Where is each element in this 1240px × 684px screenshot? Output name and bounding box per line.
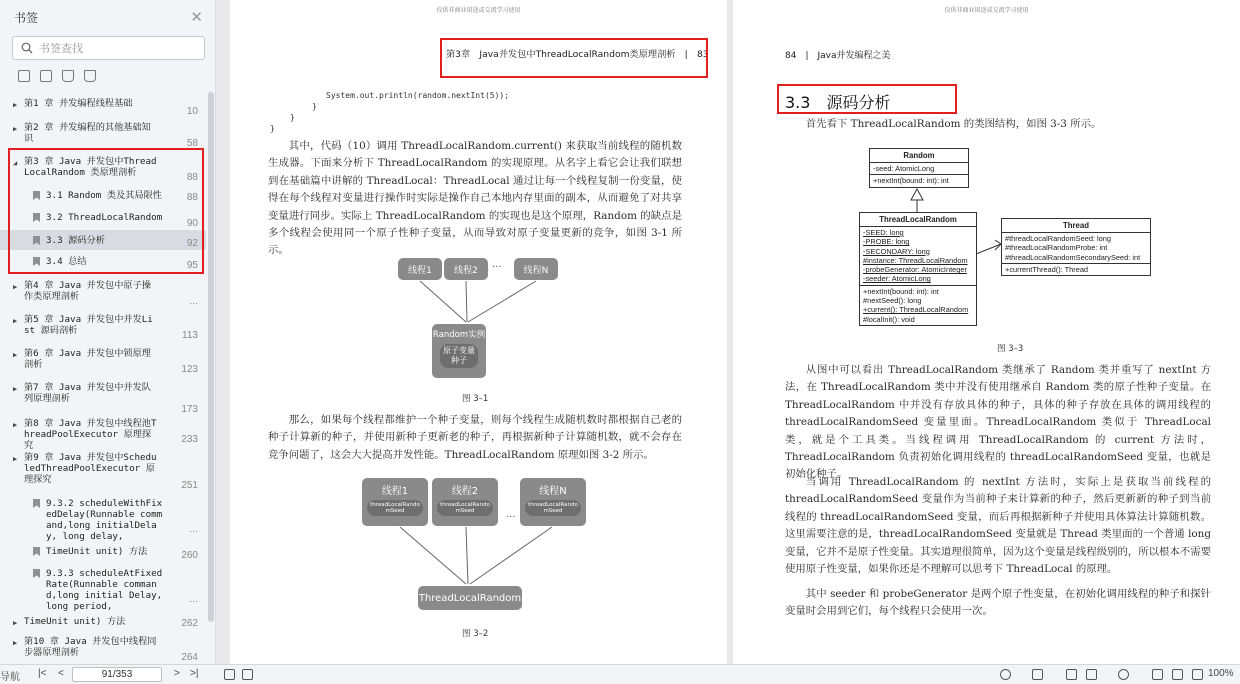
bookmark-page-number: ... [189, 296, 198, 307]
uml-field: #threadLocalRandomSeed: long [1005, 234, 1112, 243]
uml-field: #threadLocalRandomProbe: int [1005, 243, 1108, 253]
watermark: 仅供非商业用途或交流学习使用 [436, 7, 521, 14]
ellipsis: ··· [506, 512, 516, 523]
collapse-all-icon[interactable] [40, 70, 52, 82]
code-line: System.out.println(random.nextInt(5)); [326, 91, 510, 100]
bookmark-page-number: 173 [181, 404, 198, 415]
uml-class-threadlocalrandom [859, 212, 977, 326]
code-line: } [312, 102, 317, 111]
uml-method: +current(): ThreadLocalRandom [863, 305, 969, 315]
paragraph: 当调用 ThreadLocalRandom 的 nextInt 方法时，实际上是获取当前线程的 threadLocalRandomSeed 变量作为当前种子来计算新的种子，然后更新新的种子到当前线程的 threadLocalRandomSeed 变量，而后再根据新种子并使用具体算法计算随机数。这里需要注意的是，threadLocalRandomSeed 变量就是 Thread 类里面的一个普通 long 变量，它并不是原子性变量。其实道理很简单，因为这个变量是线程级别的，所以根本不需要使用原子性变量，如果你还是不理解可以思考下 ThreadLocal 的原理。 [785, 476, 1212, 576]
two-page-icon[interactable] [1066, 669, 1077, 680]
bookmark-label: 第6 章 Java 并发包中锁原理剖析 [24, 348, 151, 370]
uml-field: -seed: AtomicLong [870, 163, 968, 175]
bookmark-label: 9.3.3 scheduleAtFixedRate(Runnable command,long initial Delay,long period, [46, 568, 163, 612]
figure-arrows [230, 0, 727, 600]
bookmark-item[interactable] [0, 382, 206, 415]
bookmark-sidebar [0, 0, 216, 664]
section-heading: 3.3 源码分析 [785, 93, 891, 112]
expand-arrow-icon[interactable]: ▶ [13, 317, 18, 325]
bookmark-page-number: 10 [186, 106, 198, 117]
expand-arrow-icon[interactable]: ▶ [13, 619, 18, 627]
bookmark-item[interactable] [0, 568, 206, 612]
bookmark-label: 3.4 总结 [46, 256, 87, 267]
figure-caption: 图 3–1 [462, 394, 489, 404]
bookmark-label: 3.2 ThreadLocalRandom [46, 212, 163, 223]
bookmark-icon [33, 499, 40, 508]
bookmark-label: 第1 章 并发编程线程基础 [24, 98, 133, 109]
code-line: } [270, 124, 275, 133]
ellipsis: ··· [492, 262, 502, 273]
bookmark-page-number: 251 [181, 480, 198, 491]
uml-connectors [733, 0, 1240, 340]
fit-width-icon[interactable] [242, 669, 253, 680]
bookmark-page-number: 264 [181, 652, 198, 663]
uml-field: -seeder: AtomicLong [863, 274, 931, 284]
bookmark-label: 第2 章 并发编程的其他基础知识 [24, 122, 151, 144]
bookmark-outline-icon[interactable] [84, 70, 96, 82]
bookmark-icon [33, 569, 40, 578]
expand-arrow-icon[interactable]: ▶ [13, 455, 18, 463]
sidebar-header [0, 0, 215, 34]
bookmark-page-number: 262 [181, 618, 198, 629]
fit-page-icon[interactable] [224, 669, 235, 680]
bookmark-label: 第3 章 Java 并发包中ThreadLocalRandom 类原理剖析 [24, 156, 157, 178]
highlight-box [8, 148, 204, 274]
nav-label: 导航 [0, 672, 20, 683]
seed-label: 原子变量种子 [440, 344, 478, 368]
bookmark-item[interactable] [0, 98, 206, 120]
play-icon[interactable] [1118, 669, 1129, 680]
single-page-icon[interactable] [1032, 669, 1043, 680]
uml-field: #threadLocalRandomSecondarySeed: int [1005, 252, 1141, 262]
bookmark-label: 第7 章 Java 并发包中并发队列原理剖析 [24, 382, 151, 404]
bookmark-search-box[interactable] [12, 36, 205, 60]
thread-label: 线程1 [381, 486, 409, 497]
bookmark-label: 第8 章 Java 并发包中线程池ThreadPoolExecutor 原理探究 [24, 418, 157, 451]
paragraph: 那么，如果每个线程都维护一个种子变量，则每个线程生成随机数时都根据自己老的种子计算新的种子，并使用新种子更新老的种子，再根据新种子计算随机数，就不会存在竞争问题了，这会大大提高并发性能。ThreadLocalRandom 原理如图 3-2 所示。 [268, 414, 682, 461]
bookmark-label: TimeUnit unit) 方法 [46, 546, 148, 557]
bookmark-page-number: 95 [186, 260, 198, 271]
uml-method: #localInit(): void [863, 314, 915, 324]
expand-arrow-icon[interactable]: ▶ [13, 351, 18, 359]
zoom-icon[interactable] [1192, 669, 1203, 680]
bookmark-item[interactable] [0, 452, 206, 491]
crop-icon[interactable] [1172, 669, 1183, 680]
uml-method: #nextSeed(): long [863, 296, 922, 306]
uml-field: #instance: ThreadLocalRandom [863, 255, 968, 265]
bookmark-label: 3.3 源码分析 [46, 235, 105, 246]
bookmark-label: 第9 章 Java 并发包中ScheduledThreadPoolExecutor 原理探究 [24, 452, 157, 485]
search-icon [21, 42, 33, 54]
running-header: 84 | Java并发编程之美 [785, 51, 891, 61]
status-bar [0, 664, 1240, 684]
bookmark-item[interactable] [0, 544, 206, 564]
document-viewer [216, 0, 1240, 664]
expand-arrow-icon[interactable]: ◢ [13, 159, 18, 167]
code-line: } [290, 113, 295, 122]
bookmark-search-input[interactable] [39, 42, 189, 55]
uml-class-name: ThreadLocalRandom [860, 213, 976, 227]
bookmark-icon [33, 547, 40, 556]
watermark: 仅供非商业用途或交流学习使用 [944, 7, 1029, 14]
bookmark-label: 9.3.2 scheduleWithFixedDelay(Runnable command,long initialDelay, long delay, [46, 498, 163, 542]
uml-method: +nextInt(bound: int): int [873, 176, 949, 186]
bookmark-item[interactable] [0, 280, 206, 308]
seed-label: threadLocalRandomSeed [525, 500, 581, 516]
page-84 [733, 0, 1240, 664]
add-bookmark-icon[interactable] [62, 70, 74, 82]
uml-methods [860, 286, 976, 325]
thread-box: 线程2 [444, 258, 488, 280]
uml-class-random [869, 148, 969, 188]
expand-arrow-icon[interactable]: ▶ [13, 421, 18, 429]
bookmark-page-number: 58 [186, 138, 198, 149]
sidebar-toolbar [0, 60, 215, 94]
bookmark-label: TimeUnit unit) 方法 [24, 616, 126, 627]
bookmark-item[interactable] [0, 418, 206, 451]
expand-arrow-icon[interactable]: ▶ [13, 385, 18, 393]
uml-field: -probeGenerator: AtomicInteger [863, 265, 967, 275]
expand-arrow-icon[interactable]: ▶ [13, 283, 18, 291]
uml-field: -PROBE: long [863, 237, 910, 247]
uml-method: +currentThread(): Thread [1005, 264, 1089, 274]
bookmark-item[interactable] [0, 348, 206, 374]
figure-caption: 图 3–3 [997, 344, 1024, 354]
uml-fields [860, 227, 976, 286]
uml-class-name: Thread [1002, 219, 1150, 233]
uml-fields [1002, 233, 1150, 264]
eye-icon[interactable] [1000, 669, 1011, 680]
page-number-input[interactable]: 91/353 [72, 667, 162, 682]
bookmark-item[interactable] [0, 314, 206, 340]
bookmark-page-number: 92 [186, 238, 198, 249]
bookmark-item[interactable] [0, 498, 206, 542]
thread-label: 线程N [539, 486, 567, 497]
expand-arrow-icon[interactable]: ▶ [13, 125, 18, 133]
paragraph: 从图中可以看出 ThreadLocalRandom 类继承了 Random 类并重写了 nextInt 方法，在 ThreadLocalRandom 类中并没有使用继承自 Random 类的原子性种子变量。在 ThreadLocalRandom 中并没有存放具体的种子，具体的种子存放在具体的调用线程的 threadLocalRandomSeed 变量里面。ThreadLocalRandom 类似于 ThreadLocal 类，就是个工具类。当线程调用 ThreadLocalRandom 的 current 方法时，ThreadLocalRandom 负责初始化调用线程的 threadLocalRandomSeed 变量，也就是初始化种子。 [785, 364, 1211, 481]
figure-caption: 图 3–2 [462, 629, 489, 639]
seed-label: threadLocalRandomSeed [437, 500, 493, 516]
uml-class-name: Random [870, 149, 968, 163]
uml-method: +nextInt(bound: int): int [863, 286, 939, 296]
bookmark-page-number: 113 [182, 330, 198, 341]
sidebar-scrollbar[interactable] [208, 92, 214, 622]
expand-all-icon[interactable] [18, 70, 30, 82]
uml-field: -SEED: long [863, 228, 904, 237]
bookmark-item[interactable] [0, 614, 206, 634]
bookmark-label: 第4 章 Java 并发包中原子操作类原理剖析 [24, 280, 151, 302]
expand-arrow-icon[interactable]: ▶ [13, 639, 18, 647]
paragraph: 其中 seeder 和 probeGenerator 是两个原子性变量，在初始化调用线程的种子和探针变量时会用到它们，每个线程只会使用一次。 [785, 588, 1211, 618]
bookmark-page-number: ... [189, 594, 198, 605]
continuous-icon[interactable] [1086, 669, 1097, 680]
running-header: 第3章 Java并发包中ThreadLocalRandom类原理剖析 | 83 [446, 49, 709, 60]
sidebar-title: 书签 [14, 10, 39, 25]
seed-label: threadLocalRandomSeed [367, 500, 423, 516]
bookmark-page-number: 88 [186, 172, 198, 183]
close-icon[interactable]: ✕ [190, 8, 203, 26]
thread-local-random-box: ThreadLocalRandom [418, 586, 522, 610]
bookmark-label: 第10 章 Java 并发包中线程同步器原理剖析 [24, 636, 157, 658]
bookmark-page-number: 88 [186, 192, 198, 203]
bookmark-item[interactable] [0, 636, 206, 662]
first-page-button[interactable]: |< [38, 668, 47, 679]
uml-field: -SECONDARY: long [863, 246, 930, 256]
thread-box: 线程N [514, 258, 558, 280]
prev-page-button[interactable]: < [58, 668, 64, 679]
random-instance-label: Random实例 [432, 330, 486, 340]
thread-label: 线程2 [451, 486, 479, 497]
uml-class-thread [1001, 218, 1151, 276]
zoom-level[interactable]: 100% [1208, 668, 1234, 679]
thread-box: 线程1 [398, 258, 442, 280]
next-page-button[interactable]: > [174, 668, 180, 679]
bookmark-label: 3.1 Random 类及其局限性 [46, 190, 162, 201]
page-83 [230, 0, 727, 664]
bookmark-page-number: 233 [181, 434, 198, 445]
bookmark-item[interactable] [0, 122, 206, 148]
last-page-button[interactable]: >| [190, 668, 199, 679]
fullscreen-icon[interactable] [1152, 669, 1163, 680]
bookmark-page-number: ... [189, 524, 198, 535]
bookmark-label: 第5 章 Java 并发包中并发List 源码剖析 [24, 314, 153, 336]
bookmark-page-number: 90 [186, 218, 198, 229]
bookmark-page-number: 123 [181, 364, 198, 375]
paragraph: 其中，代码（10）调用 ThreadLocalRandom.current() 来获取当前线程的随机数生成器。下面来分析下 ThreadLocalRandom 的实现原理。从名字上看它会让我们联想到在基础篇中讲解的 ThreadLocal：ThreadLocal 通过让每一个线程复制一份变量，使得在每个线程对变量进行操作时实际是操作自己本地内存里面的副本，从而避免了对共享变量进行同步。实际上 ThreadLocalRandom 的实现也是这个原理，Random 的缺点是多个线程会使用同一个原子性种子变量，从而导致对原子变量更新的竞争，如图 3-1 所示。 [268, 140, 682, 257]
bookmark-page-number: 260 [181, 550, 198, 561]
paragraph: 首先看下 ThreadLocalRandom 的类图结构，如图 3-3 所示。 [805, 118, 1102, 130]
expand-arrow-icon[interactable]: ▶ [13, 101, 18, 109]
